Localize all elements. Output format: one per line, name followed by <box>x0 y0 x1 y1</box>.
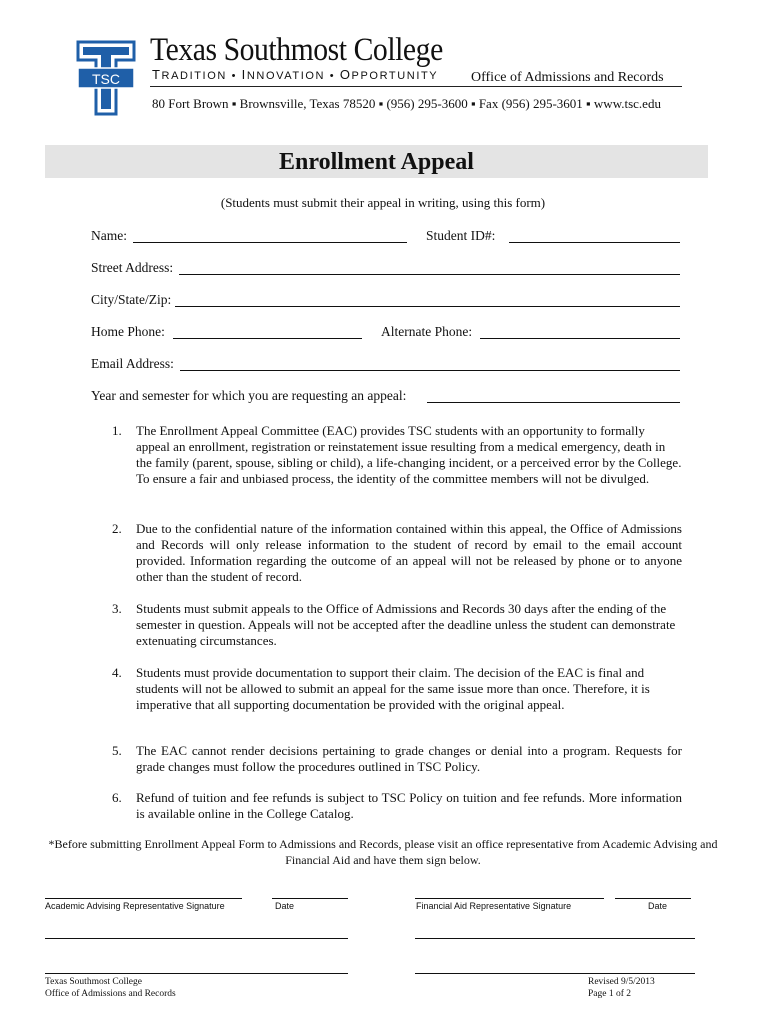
page-subtitle: (Students must submit their appeal in writing, using this form) <box>220 195 546 210</box>
academic-signature-line-3[interactable] <box>45 973 348 974</box>
list-item: 4. Students must provide documentation to support their claim. The decision of the EAC is final and students will not be allowed to submit an appeal for the same issue more than once. Therefore, it is imperative that all supporting documentation be provided with the original appeal. <box>112 665 650 712</box>
footer-revised: Revised 9/5/2013 <box>588 977 655 987</box>
office-header: Office of Admissions and Records <box>471 70 664 85</box>
semester-label: Year and semester for which you are requesting an appeal: <box>91 388 407 403</box>
financial-date-field[interactable] <box>615 898 691 899</box>
email-label: Email Address: <box>91 356 174 371</box>
list-item: 6. Refund of tuition and fee refunds is subject to TSC Policy on tuition and fee refunds. More information is available online in the College Catalog. <box>112 790 682 821</box>
street-address-field[interactable] <box>179 274 680 275</box>
page-title: Enrollment Appeal <box>279 149 474 175</box>
student-id-field[interactable] <box>509 242 680 243</box>
email-field[interactable] <box>180 370 680 371</box>
list-item: 5. The EAC cannot render decisions pertaining to grade changes or denial into a program. Requests for grade changes must follow the procedures outlined in TSC Policy. <box>112 743 682 774</box>
alternate-phone-label: Alternate Phone: <box>381 324 473 339</box>
footer-office: Office of Admissions and Records <box>45 989 176 999</box>
home-phone-field[interactable] <box>173 338 362 339</box>
footer-page-number: Page 1 of 2 <box>588 989 632 999</box>
financial-signature-line-3[interactable] <box>415 973 695 974</box>
street-address-label: Street Address: <box>91 260 174 275</box>
city-state-zip-label: City/State/Zip: <box>91 292 172 307</box>
tsc-logo <box>76 40 136 116</box>
college-name: Texas Southmost College <box>150 32 443 68</box>
name-label: Name: <box>91 228 127 243</box>
financial-signature-field[interactable] <box>415 898 604 899</box>
home-phone-label: Home Phone: <box>91 324 165 339</box>
svg-text:TSC: TSC <box>92 71 120 87</box>
academic-date-field[interactable] <box>272 898 348 899</box>
advising-note: *Before submitting Enrollment Appeal Form to Admissions and Records, please visit an office representative from Academic Advising and Financial Aid and have them sign below. <box>48 837 718 867</box>
city-state-zip-field[interactable] <box>175 306 680 307</box>
college-tagline: TRADITION • INNOVATION • OPPORTUNITY <box>152 67 439 82</box>
list-item: 1. The Enrollment Appeal Committee (EAC) provides TSC students with an opportunity to formally appeal an enrollment, registration or reinstatement issue resulting from a medical emergency, death in the family (parent, spouse, sibling or child), a life-changing incident, or a perceived error by the College. To ensure a fair and unbiased process, the identity of the committee members will not be divulged. <box>112 423 682 486</box>
academic-date-label: Date <box>275 901 295 911</box>
college-address: 80 Fort Brown ▪ Brownsville, Texas 78520 ▪ (956) 295-3600 ▪ Fax (956) 295-3601 ▪ www.tsc.edu <box>152 96 661 111</box>
footer-college: Texas Southmost College <box>45 977 142 987</box>
name-field[interactable] <box>133 242 407 243</box>
financial-signature-line-2[interactable] <box>415 938 695 939</box>
financial-signature-label: Financial Aid Representative Signature <box>416 901 572 911</box>
semester-field[interactable] <box>427 402 680 403</box>
student-id-label: Student ID#: <box>426 228 496 243</box>
academic-signature-line-2[interactable] <box>45 938 348 939</box>
alternate-phone-field[interactable] <box>480 338 680 339</box>
header-divider <box>150 86 682 87</box>
list-item: 2. Due to the confidential nature of the information contained within this appeal, the Office of Admissions and Records will only release information to the student of record by email to the email account provided. Information regarding the outcome of an appeal will not be released by phone or to anyone other than the student of record. <box>112 521 682 584</box>
academic-signature-label: Academic Advising Representative Signature <box>45 901 225 911</box>
financial-date-label: Date <box>648 901 668 911</box>
academic-signature-field[interactable] <box>45 898 242 899</box>
list-item: 3. Students must submit appeals to the Office of Admissions and Records 30 days after the ending of the semester in question. Appeals will not be accepted after the deadline unless the student can demonstrate extenuating circumstances. <box>112 601 676 648</box>
